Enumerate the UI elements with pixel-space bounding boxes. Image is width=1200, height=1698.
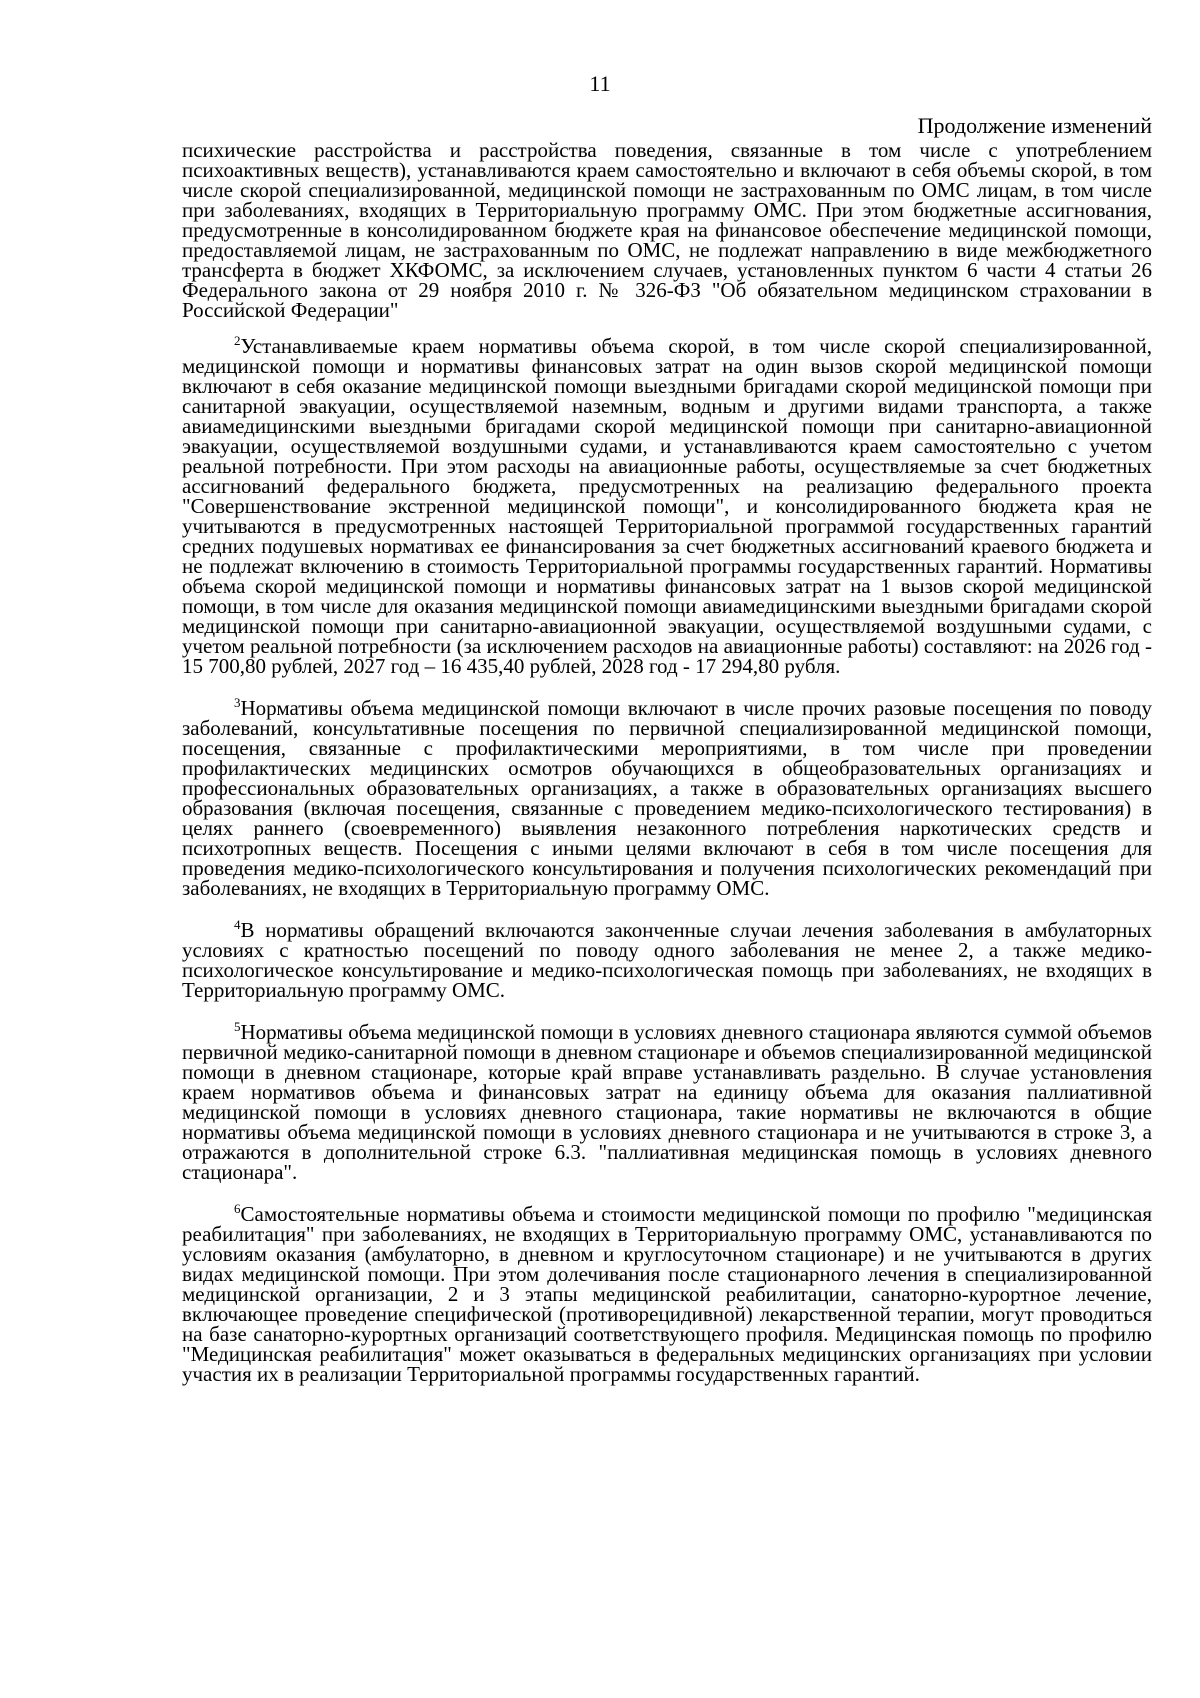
footnote-text: Нормативы объема медицинской помощи включают в числе прочих разовые посещения по поводу заболеваний, консультативные посещения по первичной специализированной медицинской помощи, посещения, связанные с профилактическими мероприятиями, в том числе при проведении профилактических медицинских осмотров обучающихся в общеобразовательных организациях и профессиональных образовательных организациях, а также в образовательных организациях высшего образования (включая посещения, связанные с проведением медико-психологического тестирования) в целях раннего (своевременного) выявления незаконного потребления наркотических средств и психотропных веществ. Посещения с иными целями включают в себя в том числе посещения для проведения медико-психологического консультирования и получения психологических рекомендаций при заболеваниях, не входящих в Территориальную программу ОМС. [182, 696, 1152, 900]
footnote-marker: 2 [234, 333, 241, 348]
footnote-5 [182, 1019, 1152, 1184]
paragraph-continued [182, 140, 1152, 320]
footnote-text: Устанавливаемые краем нормативы объема скорой, в том числе скорой специализированной, медицинской помощи и нормативы финансовых затрат на один вызов скорой медицинской помощи включают в себя оказание медицинской помощи выездными бригадами скорой медицинской помощи при санитарной эвакуации, осуществляемой наземным, водным и другими видами транспорта, а также авиамедицинскими выездными бригадами скорой медицинской помощи при санитарно-авиационной эвакуации, осуществляемой воздушными судами, и устанавливаются краем самостоятельно с учетом реальной потребности. При этом расходы на авиационные работы, осуществляемые за счет бюджетных ассигнований федерального бюджета, предусмотренных на реализацию федерального проекта "Совершенствование экстренной медицинской помощи", и консолидированного бюджета края не учитываются в предусмотренных настоящей Территориальной программой государственных гарантий средних подушевых нормативах ее финансирования за счет бюджетных ассигнований краевого бюджета и не подлежат включению в стоимость Территориальной программы государственных гарантий. Нормативы объема скорой медицинской помощи и нормативы финансовых затрат на 1 вызов скорой медицинской помощи, в том числе для оказания медицинской помощи авиамедицинскими выездными бригадами скорой медицинской помощи при санитарно-авиационной эвакуации, осуществляемой воздушными судами, с учетом реальной потребности (за исключением расходов на авиационные работы) составляют: на 2026 год - 15 700,80 рублей, 2027 год – 16 435,40 рублей, 2028 год - 17 294,80 рубля. [182, 334, 1152, 678]
footnote-text: Самостоятельные нормативы объема и стоимости медицинской помощи по профилю "медицинская реабилитация" при заболеваниях, не входящих в Территориальную программу ОМС, устанавливаются по условиям оказания (амбулаторно, в дневном и круглосуточном стационаре) и не учитываются в других видах медицинской помощи. При этом долечивания после стационарного лечения в специализированной медицинской организации, 2 и 3 этапы медицинской реабилитации, санаторно-курортное лечение, включающее проведение специфической (противорецидивной) лекарственной терапии, могут проводиться на базе санаторно-курортных организаций соответствующего профиля. Медицинская помощь по профилю "Медицинская реабилитация" может оказываться в федеральных медицинских организациях при условии участия их в реализации Территориальной программы государственных гарантий. [182, 1202, 1152, 1386]
footnote-marker: 4 [234, 917, 241, 932]
footnote-3 [182, 695, 1152, 900]
footnote-text: Нормативы объема медицинской помощи в условиях дневного стационара являются суммой объемов первичной медико-санитарной помощи в дневном стационаре и объемов специализированной медицинской помощи в дневном стационаре, которые край вправе устанавливать раздельно. В случае установления краем нормативов объема и финансовых затрат на единицу объема для оказания паллиативной медицинской помощи в условиях дневного стационара, такие нормативы не включаются в общие нормативы объема медицинской помощи в условиях дневного стационара и не учитываются в строке 3, а отражаются в дополнительной строке 6.3. "паллиативная медицинская помощь в условиях дневного стационара". [182, 1020, 1152, 1184]
footnote-marker: 6 [234, 1201, 241, 1216]
footnote-text: В нормативы обращений включаются законченные случаи лечения заболевания в амбулаторных условиях с кратностью посещений по поводу одного заболевания не менее 2, а также медико-психологическое консультирование и медико-психологическая помощь при заболеваниях, не входящих в Территориальную программу ОМС. [182, 918, 1152, 1002]
document-body [182, 140, 1152, 1384]
footnote-marker: 5 [234, 1019, 241, 1034]
footnote-6 [182, 1201, 1152, 1386]
footnote-2 [182, 333, 1152, 678]
footnote-4 [182, 917, 1152, 1002]
continuation-header: Продолжение изменений [917, 113, 1152, 138]
page-number: 11 [589, 71, 611, 96]
footnote-marker: 3 [234, 695, 241, 710]
paragraph-text: психические расстройства и расстройства поведения, связанные в том числе с употреблением психоактивных веществ), устанавливаются краем самостоятельно и включают в себя объемы скорой, в том числе скорой специализированной, медицинской помощи не застрахованным по ОМС лицам, в том числе при заболеваниях, входящих в Территориальную программу ОМС. При этом бюджетные ассигнования, предусмотренные в консолидированном бюджете края на финансовое обеспечение медицинской помощи, предоставляемой лицам, не застрахованным по ОМС, не подлежат направлению в виде межбюджетного трансферта в бюджет ХКФОМС, за исключением случаев, установленных пунктом 6 части 4 статьи 26 Федерального закона от 29 ноября 2010 г. № 326-ФЗ "Об обязательном медицинском страховании в Российской Федерации" [182, 138, 1152, 322]
